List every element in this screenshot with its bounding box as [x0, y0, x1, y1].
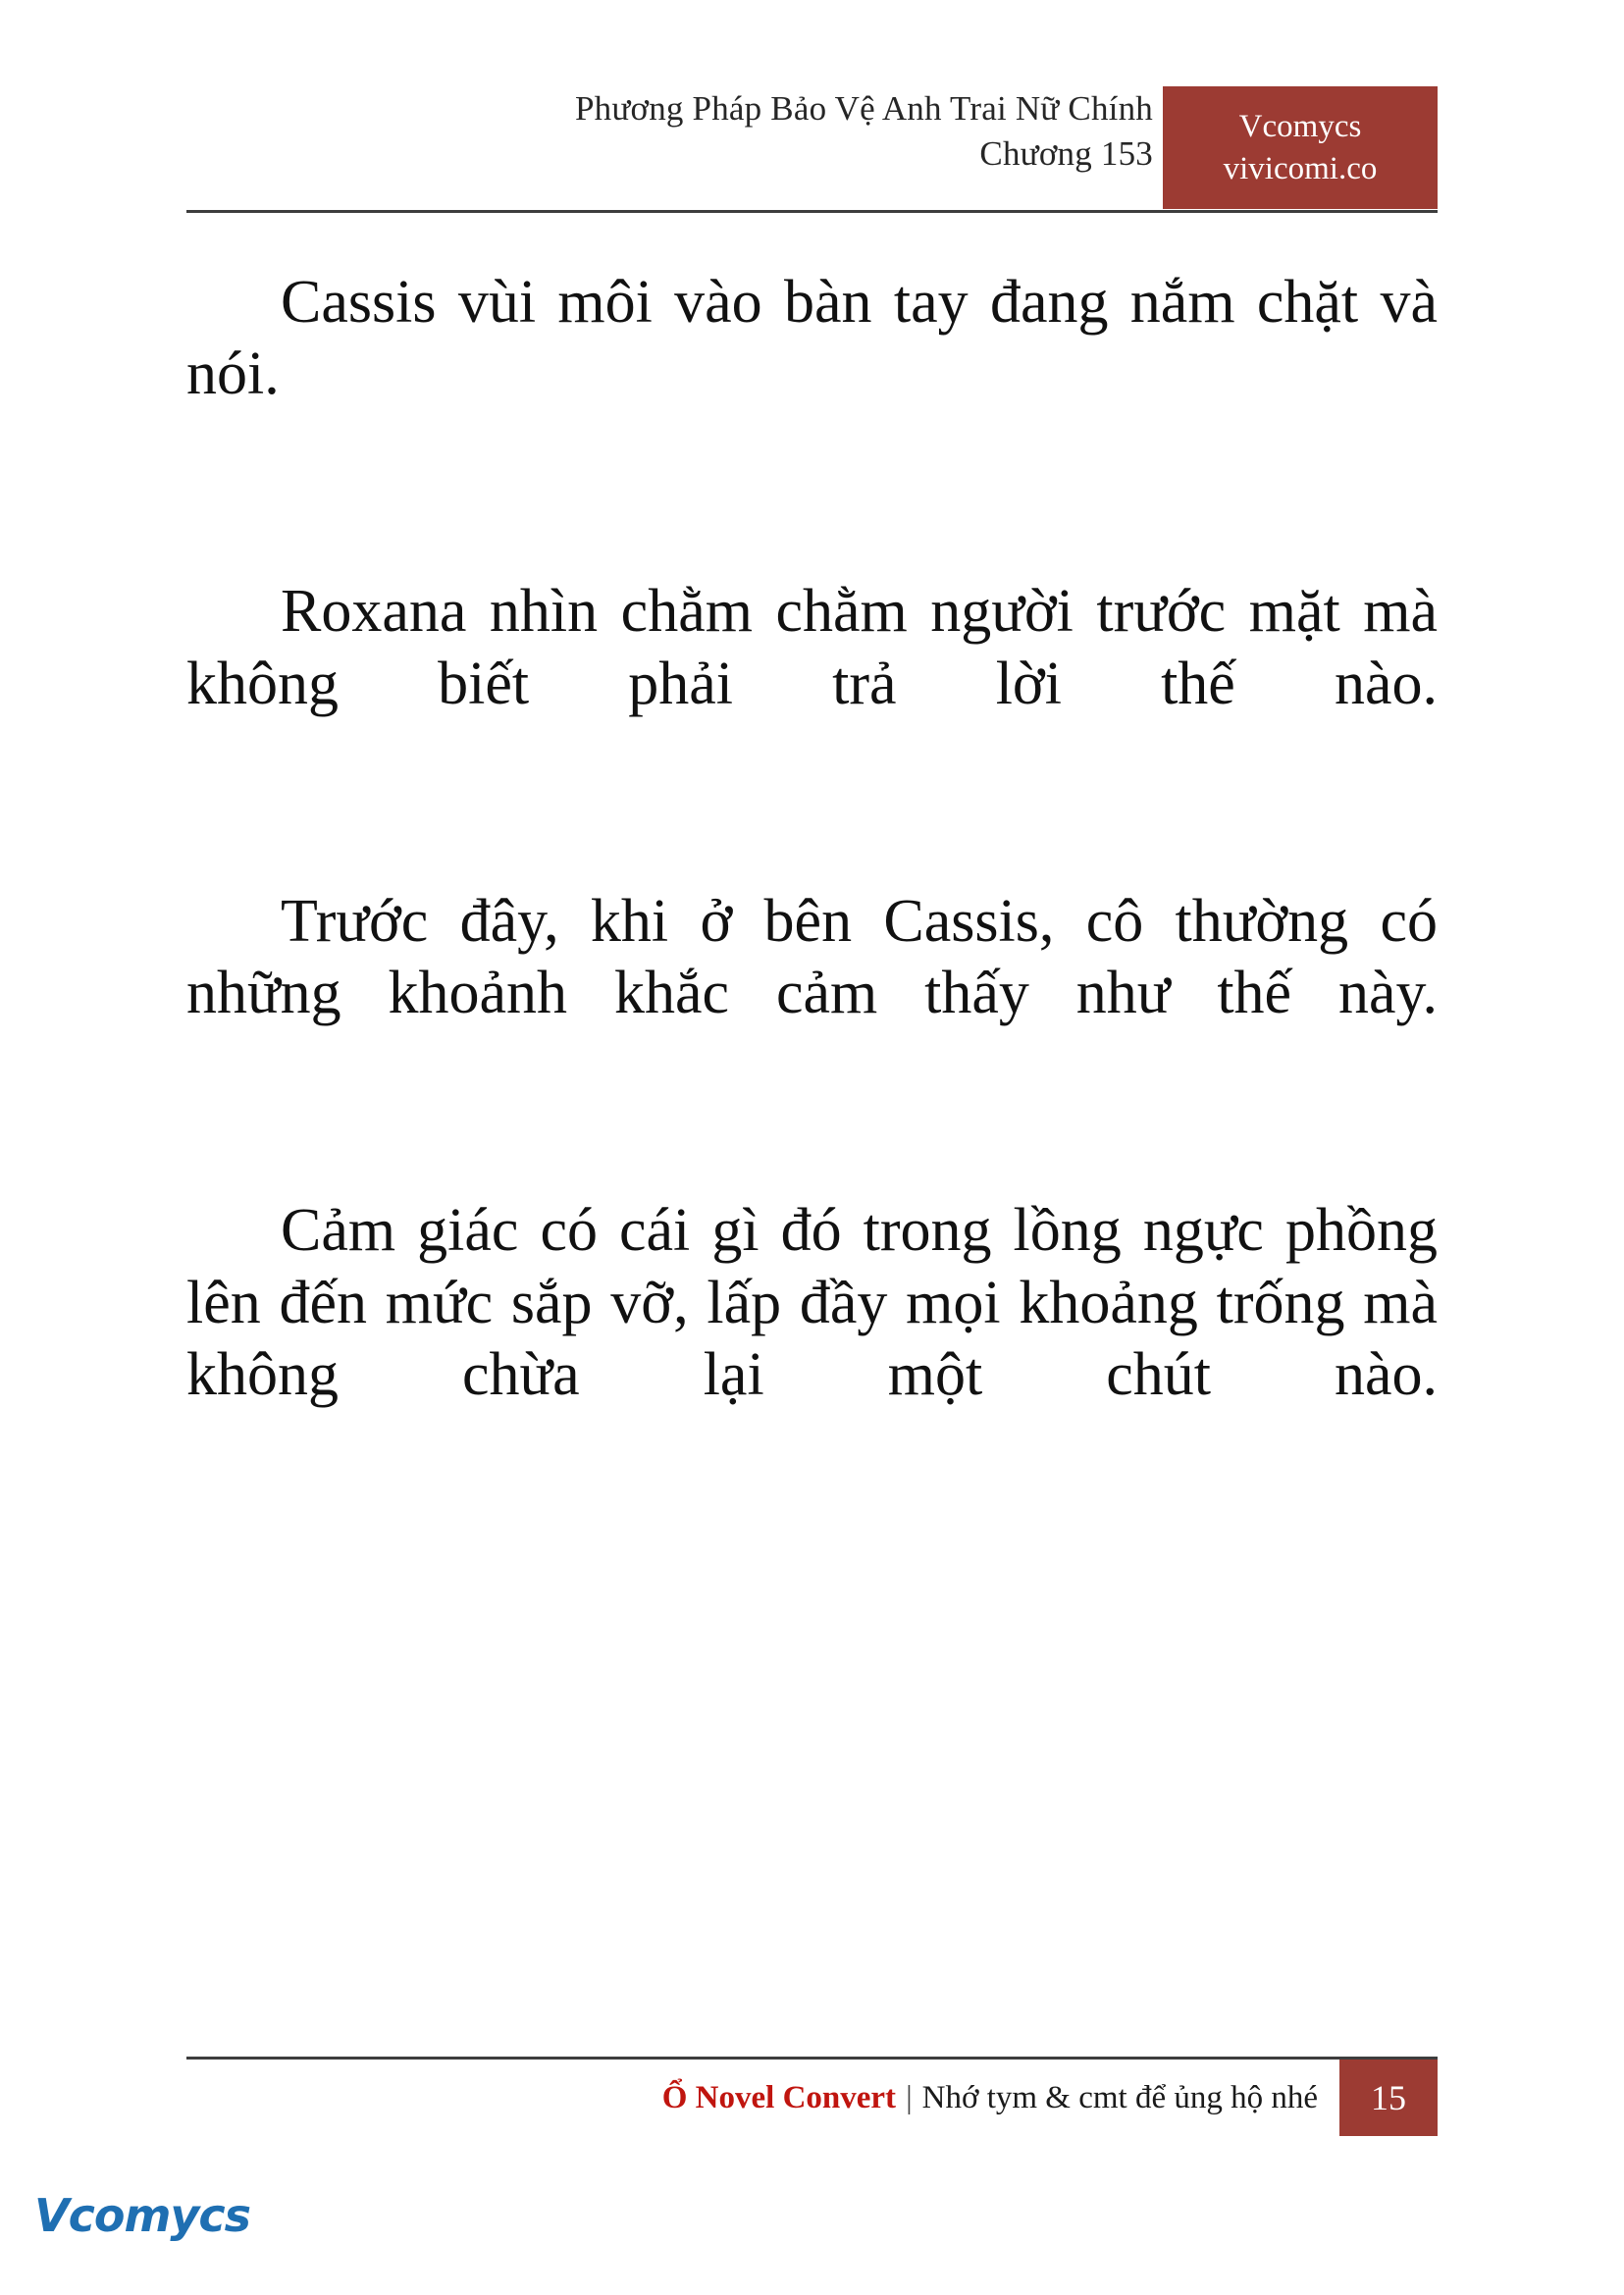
page-number-badge: 15	[1339, 2060, 1438, 2136]
site-badge	[1163, 86, 1438, 209]
paragraph: Cảm giác có cái gì đó trong lồng ngực phồng lên đến mức sắp vỡ, lấp đầy mọi khoảng trống mà không chừa lại một chút nào.	[186, 1197, 1438, 1408]
footer-separator: |	[906, 2079, 913, 2115]
paragraph: Cassis vùi môi vào bàn tay đang nắm chặt và nói.	[186, 269, 1438, 408]
watermark-text: Vcomycs	[34, 2189, 251, 2242]
book-title: Phương Pháp Bảo Vệ Anh Trai Nữ Chính	[574, 89, 1153, 128]
page-header	[186, 86, 1438, 212]
header-title-block	[270, 86, 1153, 176]
footer-credit	[662, 2080, 1339, 2116]
chapter-label: Chương 153	[979, 133, 1153, 173]
site-badge-url: vivicomi.co	[1223, 150, 1378, 186]
page-content	[186, 267, 1438, 1483]
paragraph: Trước đây, khi ở bên Cassis, cô thường có những khoảnh khắc cảm thấy như thế này.	[186, 887, 1438, 1027]
watermark-logo	[34, 2180, 250, 2251]
paragraph: Roxana nhìn chằm chằm người trước mặt mà không biết phải trả lời thế nào.	[186, 578, 1438, 717]
footer-note: Nhớ tym & cmt để ủng hộ nhé	[921, 2079, 1318, 2115]
header-divider	[186, 210, 1438, 213]
site-badge-name: Vcomycs	[1238, 108, 1362, 144]
footer-brand: Ổ Novel Convert	[661, 2079, 897, 2115]
page-footer	[186, 2057, 1438, 2145]
footer-content	[186, 2060, 1438, 2136]
